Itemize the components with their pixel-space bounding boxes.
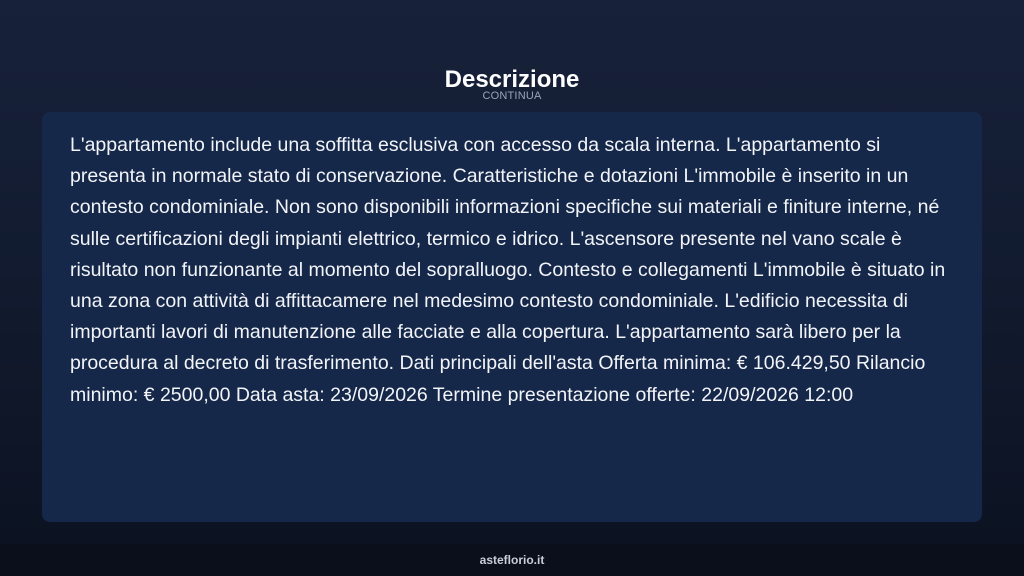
description-card [42, 112, 982, 522]
page-title: Descrizione [444, 66, 580, 94]
description-text: L'appartamento include una soffitta esclusiva con accesso da scala interna. L'appartamento si presenta in normale stato di conservazione. Caratteristiche e dotazioni L'immobile è inserito in un contesto condominiale. Non sono disponibili informazioni specifiche sui materiali e finiture interne, né sulle certificazioni degli impianti elettrico, termico e idrico. L'ascensore presente nel vano scale è risultato non funzionante al momento del sopralluogo. Contesto e collegamenti L'immobile è situato in una zona con attività di affittacamere nel medesimo contesto condominiale. L'edificio necessita di importanti lavori di manutenzione alle facciate e alla copertura. L'appartamento sarà libero per la procedura al decreto di trasferimento. Dati principali dell'asta Offerta minima: € 106.429,50 Rilancio minimo: € 2500,00 Data asta: 23/09/2026 Termine presentazione offerte: 22/09/2026 12:00 [70, 134, 946, 406]
continua-label: CONTINUA [482, 90, 542, 102]
site-name: asteflorio.it [479, 553, 545, 567]
footer [0, 544, 1024, 576]
